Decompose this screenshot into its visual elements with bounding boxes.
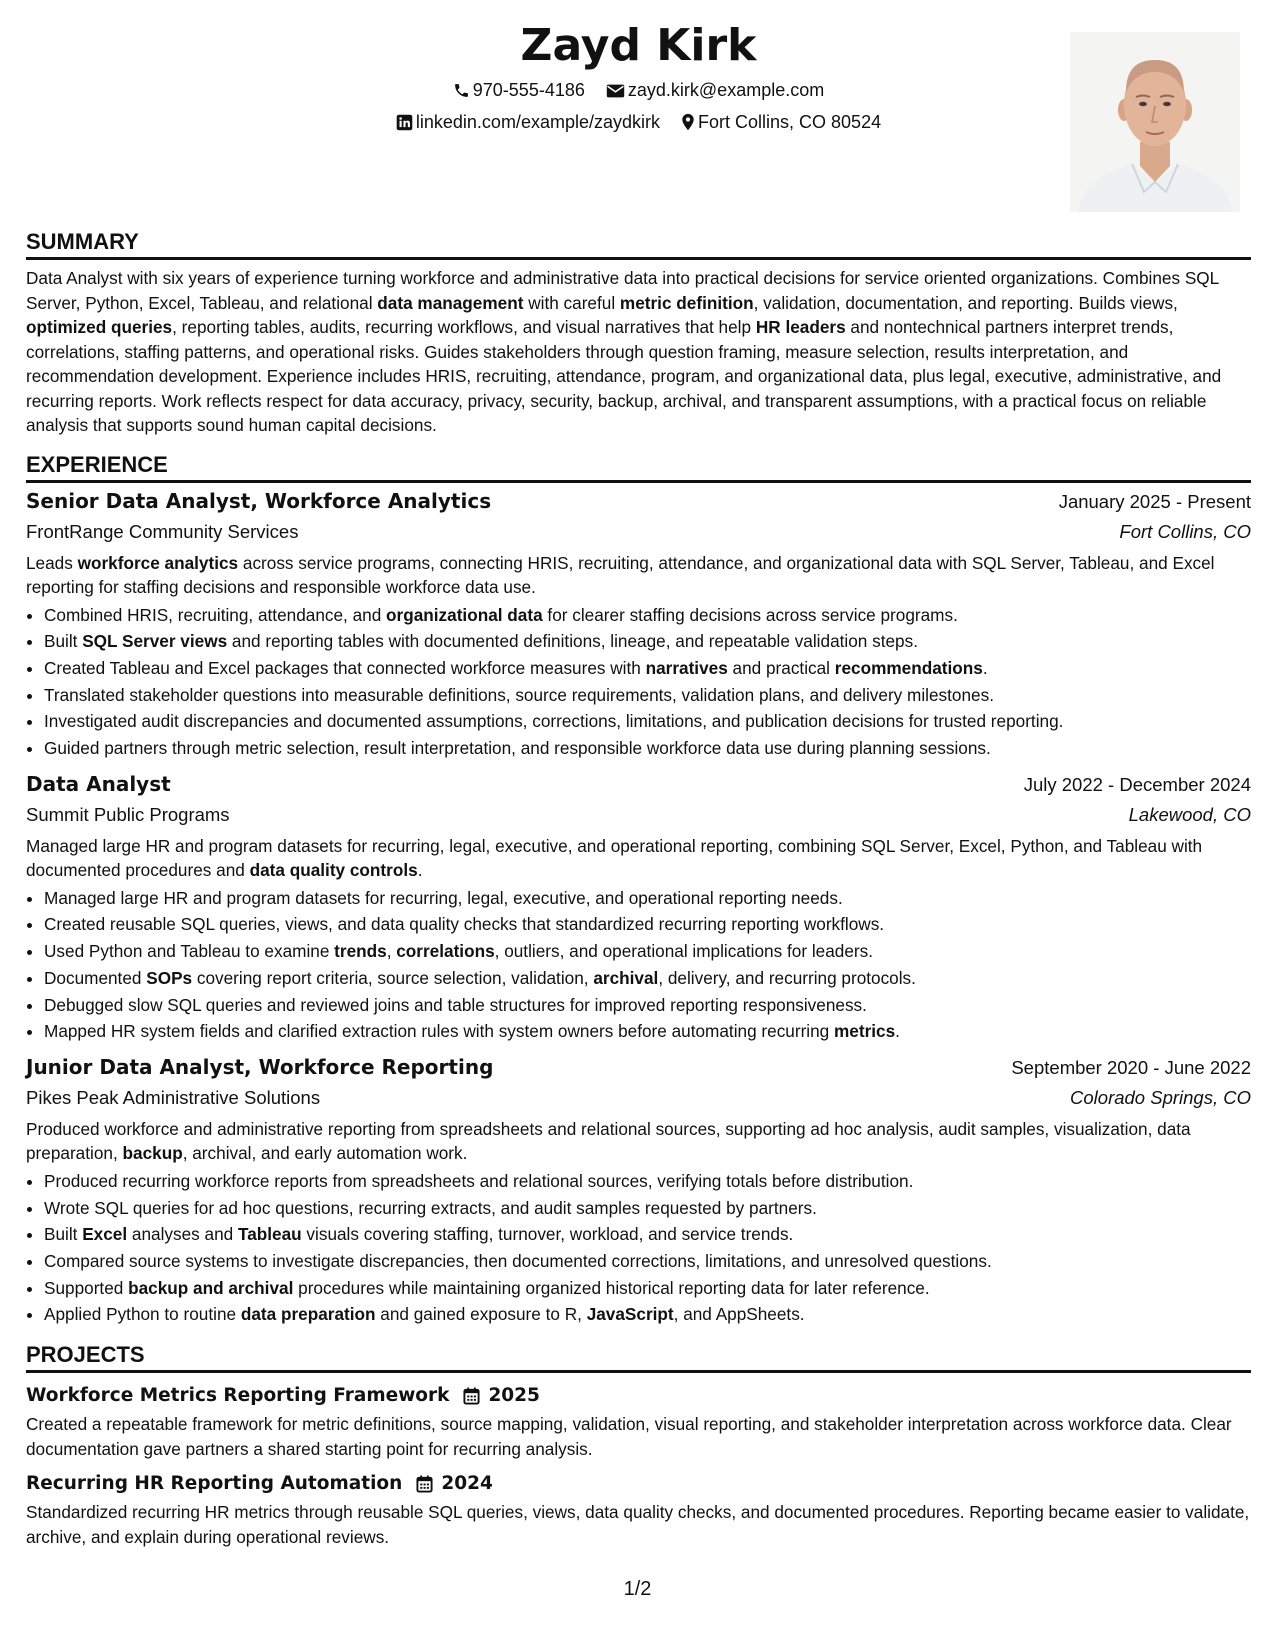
job-dates: September 2020 - June 2022	[1011, 1056, 1251, 1078]
project-year: 2024	[441, 1473, 493, 1495]
bullet-item: • Used Python and Tableau to examine trends, correlations, outliers, and operational implications for leaders.	[44, 938, 1251, 965]
company-name: FrontRange Community Services	[26, 520, 299, 542]
job-bullets	[26, 602, 1251, 762]
experience-heading: EXPERIENCE	[26, 452, 1251, 483]
company-name: Pikes Peak Administrative Solutions	[26, 1086, 321, 1108]
job-entry	[26, 489, 1251, 762]
bullet-item: • Applied Python to routine data preparation and gained exposure to R, JavaScript, and AppSheets.	[44, 1301, 1251, 1328]
summary-heading: SUMMARY	[26, 229, 1251, 260]
bullet-item: • Compared source systems to investigate discrepancies, then documented corrections, limitations, and unresolved questions.	[44, 1248, 1251, 1275]
map-pin-icon	[681, 113, 695, 131]
linkedin-text: linkedin.com/example/zaydkirk	[415, 112, 660, 132]
profile-photo	[1070, 32, 1240, 212]
envelope-icon	[606, 83, 625, 99]
bullet-item: • Created Tableau and Excel packages that connected workforce measures with narratives and practical recommendations.	[44, 655, 1251, 682]
job-title: Senior Data Analyst, Workforce Analytics	[26, 488, 492, 513]
bullet-item: • Combined HRIS, recruiting, attendance, and organizational data for clearer staffing decisions across service programs.	[44, 602, 1251, 629]
bullet-item: • Created reusable SQL queries, views, and data quality checks that standardized recurring reporting workflows.	[44, 911, 1251, 938]
contact-line-1	[26, 80, 1251, 101]
company-name: Summit Public Programs	[26, 803, 230, 825]
projects-heading: PROJECTS	[26, 1342, 1251, 1373]
project-entry	[26, 1473, 1251, 1549]
job-summary: Managed large HR and program datasets for recurring, legal, executive, and operational reporting, combining SQL Server, Excel, Python, and Tableau with documented procedures and data quality controls.	[26, 835, 1203, 881]
job-dates: July 2022 - December 2024	[1023, 773, 1251, 795]
bullet-item: • Produced recurring workforce reports from spreadsheets and relational sources, verifying totals before distribution.	[44, 1168, 1251, 1195]
job-entry	[26, 1055, 1251, 1328]
bullet-item: • Wrote SQL queries for ad hoc questions, recurring extracts, and audit samples requested by partners.	[44, 1195, 1251, 1222]
contact-email[interactable]	[606, 80, 824, 101]
project-title: Workforce Metrics Reporting Framework	[26, 1385, 450, 1407]
bullet-item: • Supported backup and archival procedures while maintaining organized historical reporting data for later reference.	[44, 1275, 1251, 1302]
bullet-item: • Investigated audit discrepancies and documented assumptions, corrections, limitations, and publication decisions for trusted reporting.	[44, 708, 1251, 735]
project-title: Recurring HR Reporting Automation	[26, 1473, 403, 1495]
resume-page	[26, 0, 1251, 1549]
job-dates: January 2025 - Present	[1058, 490, 1251, 512]
email-text: zayd.kirk@example.com	[627, 80, 825, 100]
bullet-item: • Translated stakeholder questions into measurable definitions, source requirements, validation plans, and delivery milestones.	[44, 682, 1251, 709]
project-year: 2025	[488, 1385, 540, 1407]
bullet-item: • Mapped HR system fields and clarified extraction rules with system owners before automating recurring metrics.	[44, 1018, 1251, 1045]
job-bullets	[26, 1168, 1251, 1328]
job-location: Lakewood, CO	[1128, 803, 1251, 825]
project-description: Created a repeatable framework for metric definitions, source mapping, validation, visual reporting, and stakeholder interpretation across workforce data. Clear documentation gave partners a shared starting point for recurring analysis.	[26, 1414, 1232, 1459]
phone-icon	[453, 82, 470, 99]
bullet-item: • Guided partners through metric selection, result interpretation, and responsible workforce data use during planning sessions.	[44, 735, 1251, 762]
project-description: Standardized recurring HR metrics through reusable SQL queries, views, data quality checks, and documented procedures. Reporting became easier to validate, archive, and explain during operational reviews.	[26, 1502, 1250, 1547]
contact-linkedin[interactable]	[396, 112, 660, 133]
page-number: 1/2	[623, 1578, 652, 1600]
bullet-item: • Built SQL Server views and reporting tables with documented definitions, lineage, and repeatable validation steps.	[44, 628, 1251, 655]
job-bullets	[26, 885, 1251, 1045]
project-entry	[26, 1385, 1251, 1461]
candidate-name: Zayd Kirk	[520, 20, 757, 71]
bullet-item: • Managed large HR and program datasets for recurring, legal, executive, and operational reporting needs.	[44, 885, 1251, 912]
contact-line-2	[26, 112, 1251, 133]
bullet-item: • Documented SOPs covering report criteria, source selection, validation, archival, delivery, and recurring protocols.	[44, 965, 1251, 992]
calendar-icon	[463, 1387, 480, 1405]
job-title: Junior Data Analyst, Workforce Reporting	[26, 1054, 494, 1079]
summary-text: Data Analyst with six years of experience turning workforce and administrative data into practical decisions for service oriented organizations. Combines SQL Server, Python, Excel, Tableau, and relational data management with careful metric definition, validation, documentation, and reporting. Builds views, optimized queries, reporting tables, audits, recurring workflows, and visual narratives that help HR leaders and nontechnical partners interpret trends, correlations, staffing patterns, and operational risks. Guides stakeholders through question framing, measure selection, results interpretation, and recommendation development. Experience includes HRIS, recruiting, attendance, program, and organizational data, plus legal, executive, administrative, and recurring reports. Work reflects respect for data accuracy, privacy, security, backup, archival, and transparent assumptions, with a practical focus on reliable analysis that supports sound human capital decisions.	[26, 268, 1222, 435]
bullet-item: • Debugged slow SQL queries and reviewed joins and table structures for improved reporting responsiveness.	[44, 992, 1251, 1019]
linkedin-icon	[396, 114, 413, 131]
location-text: Fort Collins, CO 80524	[698, 112, 882, 132]
calendar-icon	[416, 1475, 433, 1493]
job-location: Fort Collins, CO	[1119, 520, 1251, 542]
job-entry	[26, 772, 1251, 1045]
contact-location	[681, 112, 881, 133]
job-summary: Leads workforce analytics across service programs, connecting HRIS, recruiting, attendance, and organizational data with SQL Server, Tableau, and Excel reporting for staffing decisions and responsible workforce data use.	[26, 552, 1215, 597]
job-location: Colorado Springs, CO	[1070, 1086, 1251, 1108]
job-summary: Produced workforce and administrative reporting from spreadsheets and relational sources, supporting ad hoc analysis, audit samples, visualization, data preparation, backup, archival, and early automation work.	[26, 1118, 1191, 1164]
job-title: Data Analyst	[26, 771, 171, 796]
resume-header	[26, 0, 1251, 215]
contact-phone[interactable]	[453, 80, 585, 101]
phone-text: 970-555-4186	[472, 80, 585, 100]
bullet-item: • Built Excel analyses and Tableau visuals covering staffing, turnover, workload, and service trends.	[44, 1221, 1251, 1248]
